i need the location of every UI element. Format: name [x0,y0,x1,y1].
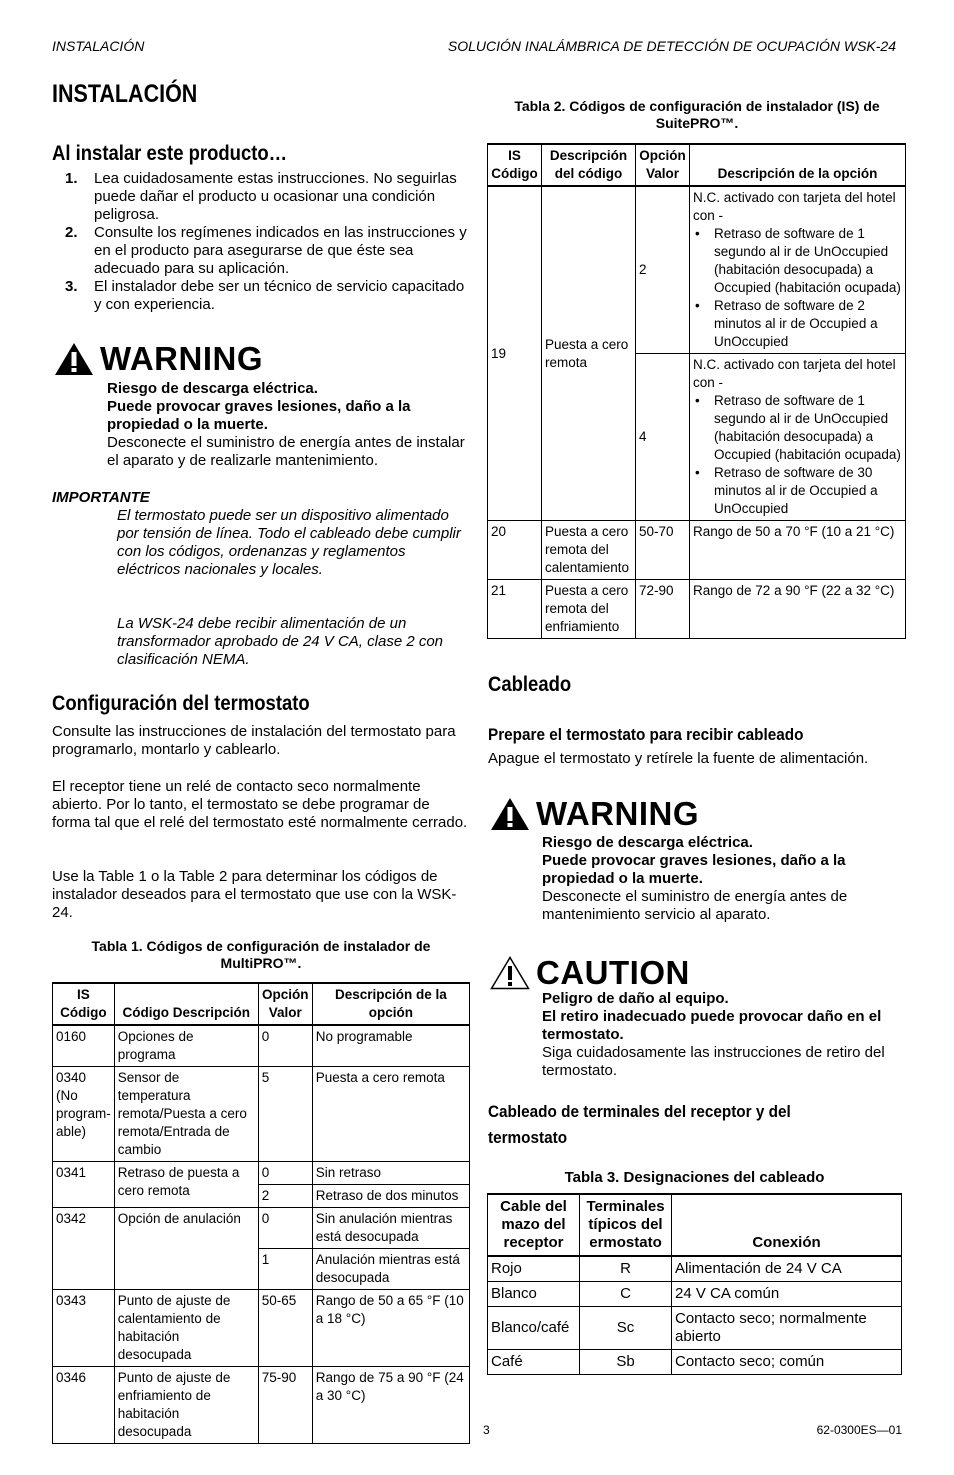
table-cell: Contacto seco; común [672,1350,902,1375]
list-item: • Retraso de software de 1 segundo al ir de UnOccupied (habitación desocupada) a Occupied (habitación ocupada) [693,225,902,297]
table-row [53,1025,470,1067]
caution-line: Siga cuidadosamente las instrucciones de retiro del termostato. [542,1044,885,1079]
table-row [53,1067,470,1162]
table-row [53,1290,470,1367]
table-cell: 21 [488,580,542,639]
table2-header: Descripción del código [542,144,636,186]
config-p1: Consulte las instrucciones de instalación del termostato para programarlo, montarlo y cablearlo. [52,723,456,758]
table-row [488,521,906,580]
table-row [488,1307,902,1350]
table-cell: No programable [312,1025,469,1067]
warning-triangle-icon [490,797,530,831]
option-bullets [693,392,902,518]
config-heading: Configuración del termostato [52,692,310,715]
table-cell: 24 V CA común [672,1282,902,1307]
table-cell: 0 [258,1025,312,1067]
install-step: 2. Consulte los regímenes indicados en las instrucciones y en el producto para asegurarse de que éste sea adecuado para su aplicación. [65,224,467,277]
table-row [488,1350,902,1375]
table-cell: 0342 [53,1208,115,1290]
table-cell: 75-90 [258,1367,312,1444]
table-cell: 50-65 [258,1290,312,1367]
table-cell: Opción de anulación [114,1208,258,1290]
table-cell: 0 [258,1162,312,1185]
warning-line: Puede provocar graves lesiones, daño a la propiedad o la muerte. [107,398,411,433]
wiring-heading: Cableado [488,673,572,696]
table-row [53,1162,470,1185]
table-cell: 19 [488,186,542,521]
caution-header [490,954,690,992]
table-cell: Rojo [488,1256,580,1282]
install-step: 1. Lea cuidadosamente estas instrucciones. No seguirlas puede dañar el producto u ocasionar una condición peligrosa. [65,170,457,223]
table-row [488,186,906,354]
table-cell: R [580,1256,672,1282]
warning-line: Riesgo de descarga eléctrica. [107,380,318,397]
table-cell: Opciones de programa [114,1025,258,1067]
list-item: • Retraso de software de 30 minutos al ir de Occupied a UnOccupied [693,464,902,518]
table-cell: 1 [258,1249,312,1290]
warning-line: Riesgo de descarga eléctrica. [542,834,753,851]
important-label: IMPORTANTE [52,489,150,506]
table1 [52,982,470,1444]
table-cell: 2 [258,1185,312,1208]
table2-header: Descripción de la opción [690,144,906,186]
table-cell: 0340 (No program-able) [53,1067,115,1162]
table-cell: 0343 [53,1290,115,1367]
table-row [53,1367,470,1444]
table2-header: IS Código [488,144,542,186]
table-cell: Sc [580,1307,672,1350]
table1-header: Código Descripción [114,983,258,1025]
table1-header: IS Código [53,983,115,1025]
table-row [488,1256,902,1282]
table1-header: Opción Valor [258,983,312,1025]
table-cell: Alimentación de 24 V CA [672,1256,902,1282]
table-cell: Sin anulación mientras está desocupada [312,1208,469,1249]
table-row [488,580,906,639]
table-cell: Punto de ajuste de enfriamiento de habitación desocupada [114,1367,258,1444]
table-cell [690,354,906,521]
document-number: 62-0300ES—01 [816,1423,902,1437]
caution-word: CAUTION [536,954,690,991]
warning-word: WARNING [536,795,699,832]
table-cell: 50-70 [636,521,690,580]
table3-header: Conexión [672,1194,902,1256]
table-cell: 2 [636,186,690,354]
table-cell [690,186,906,354]
option-bullets [693,225,902,351]
running-header-left: INSTALACIÓN [52,38,145,54]
install-steps [52,170,472,314]
table-cell: 0341 [53,1162,115,1208]
warning-header [490,795,699,833]
wiring-sub1: Prepare el termostato para recibir cableado [488,725,804,744]
table-cell: Puesta a cero remota del calentamiento [542,521,636,580]
table-cell: 4 [636,354,690,521]
table-cell: 20 [488,521,542,580]
table-cell: Rango de 72 a 90 °F (22 a 32 °C) [690,580,906,639]
table-cell: Sin retraso [312,1162,469,1185]
table-cell: Blanco [488,1282,580,1307]
warning-triangle-icon [54,342,94,376]
table3 [487,1193,902,1375]
caution-line: Peligro de daño al equipo. [542,990,729,1007]
warning-header [54,340,263,378]
wiring-sub1-text: Apague el termostato y retírele la fuente de alimentación. [488,750,869,767]
table-cell: Café [488,1350,580,1375]
config-p3: Use la Table 1 o la Table 2 para determinar los códigos de instalador deseados para el termostato que use con la WSK-24. [52,868,457,921]
list-item: • Retraso de software de 2 minutos al ir de Occupied a UnOccupied [693,297,902,351]
table-row [488,1282,902,1307]
caution-line: El retiro inadecuado puede provocar daño en el termostato. [542,1008,882,1043]
important-p2: La WSK-24 debe recibir alimentación de un transformador aprobado de 24 V CA, clase 2 con clasificación NEMA. [117,615,444,668]
table-cell: Blanco/café [488,1307,580,1350]
table-cell: 0346 [53,1367,115,1444]
config-p2: El receptor tiene un relé de contacto seco normalmente abierto. Por lo tanto, el termostato se debe programar de forma tal que el relé del termostato esté normalmente cerrado. [52,778,468,831]
table-cell: Sensor de temperatura remota/Puesta a cero remota/Entrada de cambio [114,1067,258,1162]
table3-caption: Tabla 3. Designaciones del cableado [564,1169,825,1186]
table-cell: C [580,1282,672,1307]
table-cell: Rango de 50 a 70 °F (10 a 21 °C) [690,521,906,580]
table-row [53,1208,470,1249]
caution-body [542,990,902,1080]
table-cell: 0 [258,1208,312,1249]
table2 [487,143,906,639]
list-item: • Retraso de software de 1 segundo al ir de UnOccupied (habitación desocupada) a Occupied (habitación ocupada) [693,392,902,464]
table1-caption: Tabla 1. Códigos de configuración de instalador de MultiPRO™. [91,938,431,971]
warning-word: WARNING [100,340,263,377]
table1-header: Descripción de la opción [312,983,469,1025]
table3-header: Terminales típicos del ermostato [580,1194,672,1256]
table-cell: 5 [258,1067,312,1162]
page-title: INSTALACIÓN [52,80,198,108]
table3-header: Cable del mazo del receptor [488,1194,580,1256]
table-cell: 0160 [53,1025,115,1067]
table2-caption: Tabla 2. Códigos de configuración de instalador (IS) de SuitePRO™. [514,98,880,131]
warning-line: Puede provocar graves lesiones, daño a la propiedad o la muerte. [542,852,846,887]
table-cell: Contacto seco; normalmente abierto [672,1307,902,1350]
table-cell: Retraso de dos minutos [312,1185,469,1208]
table-cell: Anulación mientras está desocupada [312,1249,469,1290]
table-cell: Rango de 75 a 90 °F (24 a 30 °C) [312,1367,469,1444]
option-intro: N.C. activado con tarjeta del hotel con - [693,190,896,223]
important-p1: El termostato puede ser un dispositivo alimentado por tensión de línea. Todo el cableado debe cumplir con los códigos, ordenanzas y reglamentos eléctricos nacionales y locales. [117,507,461,578]
install-heading: Al instalar este producto… [52,142,288,165]
caution-triangle-icon [490,956,530,990]
warning-line: Desconecte el suministro de energía antes de mantenimiento servicio al aparato. [542,888,848,923]
warning-body [542,834,902,924]
install-step: 3. El instalador debe ser un técnico de servicio capacitado y con experiencia. [65,278,465,313]
wiring-sub2: Cableado de terminales del receptor y del termostato [488,1102,791,1147]
table2-header: Opción Valor [636,144,690,186]
warning-body [107,380,467,470]
table-cell: Retraso de puesta a cero remota [114,1162,258,1208]
table-cell: Puesta a cero remota [312,1067,469,1162]
table-cell: Sb [580,1350,672,1375]
warning-line: Desconecte el suministro de energía antes de instalar el aparato y de realizarle mantenimiento. [107,434,465,469]
table-cell: Punto de ajuste de calentamiento de habitación desocupada [114,1290,258,1367]
table-cell: 72-90 [636,580,690,639]
table-cell: Puesta a cero remota del enfriamiento [542,580,636,639]
table-cell: Rango de 50 a 65 °F (10 a 18 °C) [312,1290,469,1367]
running-header-right: SOLUCIÓN INALÁMBRICA DE DETECCIÓN DE OCUPACIÓN WSK-24 [447,38,896,54]
option-intro: N.C. activado con tarjeta del hotel con - [693,357,896,390]
table-cell: Puesta a cero remota [542,186,636,521]
page-number: 3 [483,1423,490,1437]
